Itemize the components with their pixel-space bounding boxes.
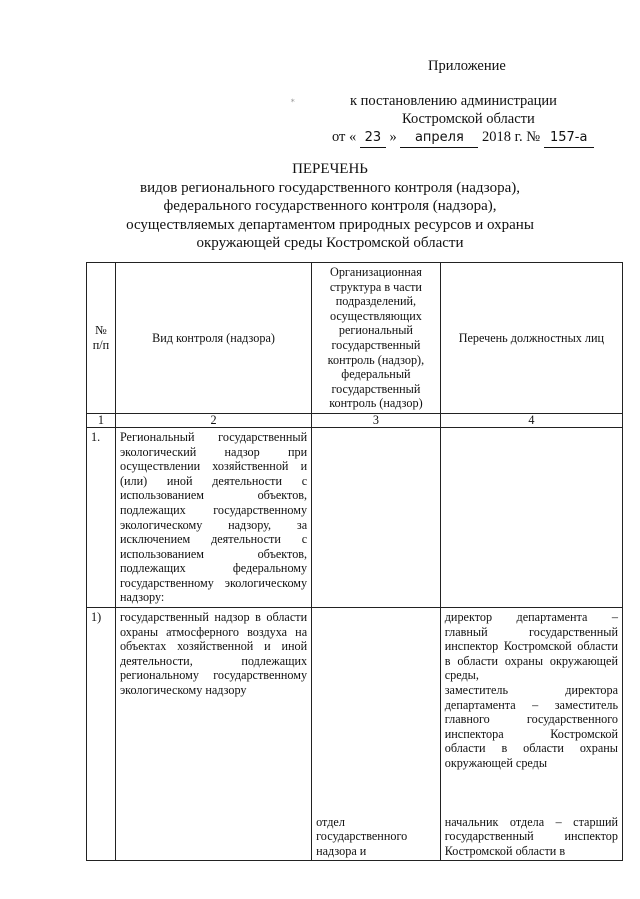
row-officials <box>440 608 622 861</box>
date-prefix: от « <box>332 129 357 145</box>
annex-title: Приложение <box>428 58 506 74</box>
document-heading <box>60 160 600 253</box>
official-deputy-director: заместитель директора департамента – заместитель главного государственного инспектора Костромской области в области охраны окружающей среды <box>444 683 618 770</box>
header-num: № п/п <box>87 263 116 414</box>
row-control-type: Региональный государственный экологический надзор при осуществлении хозяйственной и (или) иной деятельности с использованием объектов, подлежащих государственному экологическому надзору, за исключением деятельности с использованием объектов, подлежащих федеральному государственному экологическому надзору: <box>115 427 311 607</box>
row-num: 1) <box>87 608 116 861</box>
date-mid: » <box>389 129 397 145</box>
table-header-row <box>87 263 623 414</box>
header-control-type: Вид контроля (надзора) <box>115 263 311 414</box>
row-structure: отдел государственного надзора и <box>312 608 441 861</box>
heading-line-2: федерального государственного контроля (надзора), <box>163 198 497 214</box>
col-number-2: 2 <box>115 413 311 427</box>
col-number-3: 3 <box>312 413 441 427</box>
column-number-row <box>87 413 623 427</box>
annex-resolution-line: к постановлению администрации <box>350 93 557 109</box>
heading-line-3: осуществляемых департаментом природных ресурсов и охраны <box>126 216 534 233</box>
row-officials <box>440 427 622 607</box>
scan-speck: ∗ <box>290 96 296 105</box>
heading-title: ПЕРЕЧЕНЬ <box>292 161 368 177</box>
row-control-type: государственный надзор в области охраны атмосферного воздуха на объектах хозяйственной и иной деятельности, подлежащих региональному государственному экологическому надзору <box>115 608 311 861</box>
official-department-head: начальник отдела – старший государственный инспектор Костромской области в <box>444 814 618 858</box>
heading-line-1: видов регионального государственного контроля (надзора), <box>140 179 520 196</box>
row-structure <box>312 427 441 607</box>
table-row <box>87 608 623 861</box>
spacer <box>445 771 618 815</box>
row-num: 1. <box>87 427 116 607</box>
official-director: директор департамента – главный государственный инспектор Костромской области в области охраны окружающей среды, <box>444 610 618 683</box>
header-structure: Организационная структура в части подразделений, осуществляющих региональный государственный контроль (надзор), федеральный государственный контроль (надзор) <box>312 263 441 414</box>
header-officials: Перечень должностных лиц <box>440 263 622 414</box>
date-month: апреля <box>400 129 478 148</box>
control-types-table <box>86 262 623 861</box>
col-number-4: 4 <box>440 413 622 427</box>
table-row <box>87 427 623 607</box>
annex-date-line <box>332 128 622 148</box>
date-day: 23 <box>360 129 386 148</box>
resolution-number: 157-а <box>544 129 594 148</box>
heading-line-4: окружающей среды Костромской области <box>196 235 464 251</box>
date-year: 2018 г. № <box>482 129 541 145</box>
annex-region-line: Костромской области <box>402 111 535 127</box>
col-number-1: 1 <box>87 413 116 427</box>
